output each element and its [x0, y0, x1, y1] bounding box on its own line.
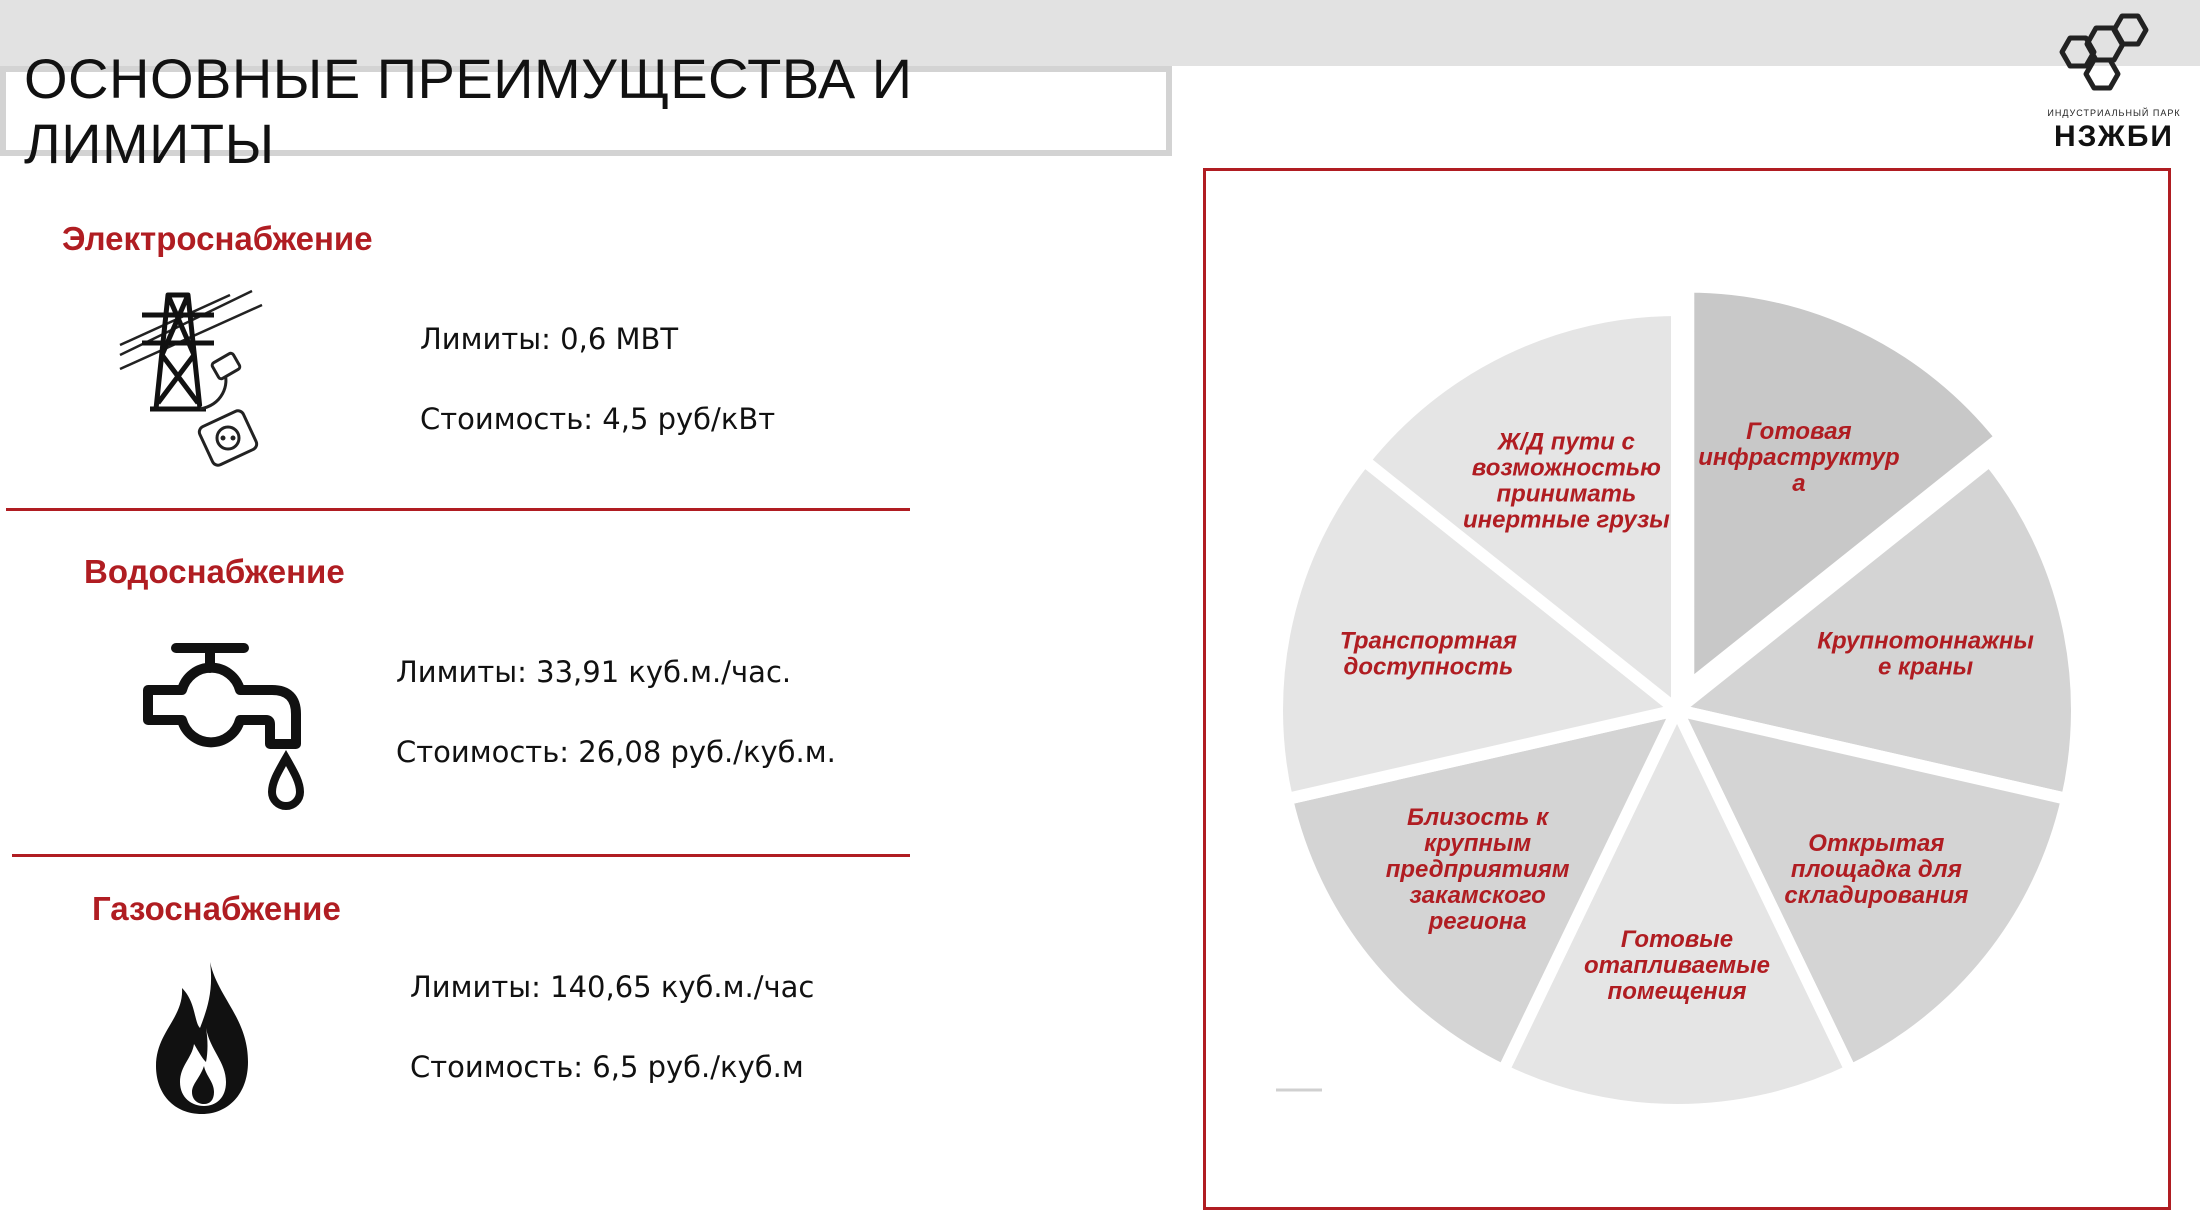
gas-title: Газоснабжение	[92, 890, 341, 927]
gas-limit: Лимиты: 140,65 куб.м./час	[410, 970, 815, 1004]
pie-slice-label: Готовая инфраструктур а	[1698, 417, 1900, 497]
electricity-cost: Стоимость: 4,5 руб/кВт	[420, 402, 776, 436]
water-limit: Лимиты: 33,91 куб.м./час.	[396, 655, 792, 689]
water-title: Водоснабжение	[84, 553, 345, 590]
water-cost: Стоимость: 26,08 руб./куб.м.	[396, 735, 836, 769]
logo-name: НЗЖБИ	[2054, 120, 2174, 153]
logo-subtitle: ИНДУСТРИАЛЬНЫЙ ПАРК	[2047, 108, 2181, 118]
pie-slice-label: Готовые отапливаемые помещения	[1583, 926, 1771, 1005]
pie-slice-label: Открытая площадка для складирования	[1784, 829, 1969, 909]
pie-slice-label: Крупнотоннажны е краны	[1817, 627, 2034, 681]
gas-cost: Стоимость: 6,5 руб./куб.м	[410, 1050, 804, 1084]
pie-slice-label: Близость к крупным предприятиям закамского региона	[1385, 803, 1570, 935]
page-title: ОСНОВНЫЕ ПРЕИМУЩЕСТВА И ЛИМИТЫ	[24, 47, 913, 175]
electricity-limit: Лимиты: 0,6 МВТ	[420, 322, 679, 356]
electricity-title: Электроснабжение	[62, 220, 373, 257]
pie-slice-label: Ж/Д пути с возможностью принимать инертные грузы	[1462, 428, 1670, 534]
pie-slice-label: Транспортная доступность	[1339, 627, 1518, 681]
